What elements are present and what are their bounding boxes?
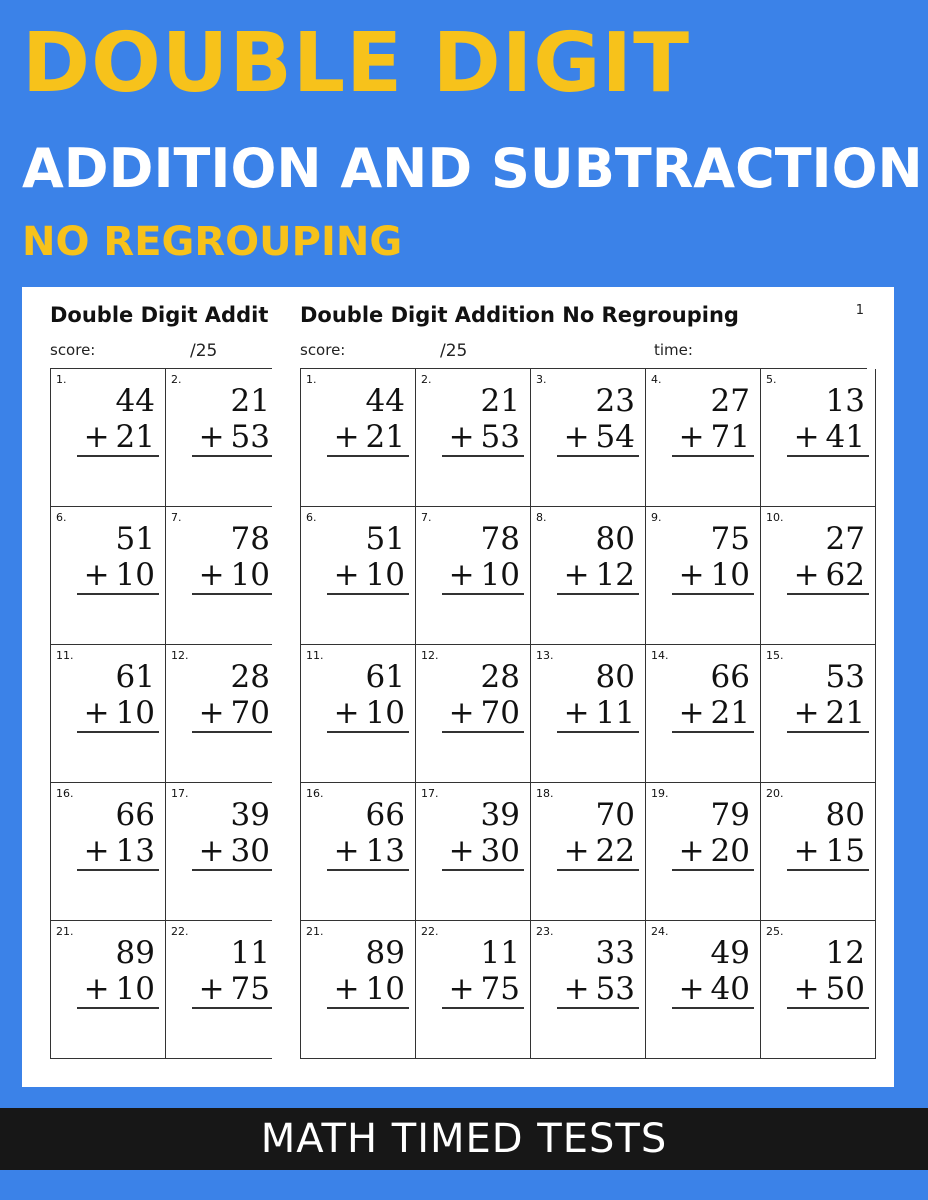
problem-top-addend: 53 bbox=[825, 659, 865, 695]
problem-bottom-addend: 10 bbox=[365, 695, 405, 731]
problem-top-addend: 61 bbox=[365, 659, 405, 695]
problem-number: 11. bbox=[306, 649, 324, 662]
plus-operator: + bbox=[448, 419, 475, 455]
problem-number: 16. bbox=[306, 787, 324, 800]
problem-bottom-addend: 30 bbox=[480, 833, 520, 869]
problem-top-addend: 51 bbox=[365, 521, 405, 557]
worksheet-preview bbox=[22, 287, 894, 1087]
plus-operator: + bbox=[678, 695, 705, 731]
problem-number: 12. bbox=[421, 649, 439, 662]
plus-operator: + bbox=[563, 557, 590, 593]
problem-number: 7. bbox=[421, 511, 432, 524]
problem-bottom-row bbox=[327, 971, 409, 1009]
front-problem-cell bbox=[646, 783, 761, 921]
problem-bottom-row bbox=[192, 419, 272, 457]
front-problem-cell bbox=[531, 369, 646, 507]
front-problem-cell bbox=[646, 507, 761, 645]
front-problem-cell bbox=[531, 783, 646, 921]
problem-top-addend: 21 bbox=[230, 383, 270, 419]
front-problem-cell bbox=[531, 645, 646, 783]
problem-number: 19. bbox=[651, 787, 669, 800]
problem-number: 13. bbox=[536, 649, 554, 662]
problem-top-addend: 78 bbox=[230, 521, 270, 557]
plus-operator: + bbox=[83, 419, 110, 455]
problem-bottom-row bbox=[557, 557, 639, 595]
plus-operator: + bbox=[563, 833, 590, 869]
problem-top-addend: 80 bbox=[595, 521, 635, 557]
front-problem-cell bbox=[531, 507, 646, 645]
plus-operator: + bbox=[333, 971, 360, 1007]
problem-bottom-addend: 10 bbox=[115, 695, 155, 731]
cover-title-subtitle: ADDITION AND SUBTRACTION bbox=[22, 137, 923, 200]
front-score-label: score: bbox=[300, 341, 346, 359]
problem-top-addend: 61 bbox=[115, 659, 155, 695]
front-problem-cell bbox=[761, 369, 876, 507]
plus-operator: + bbox=[678, 419, 705, 455]
problem-top-addend: 89 bbox=[115, 935, 155, 971]
problem-top-addend: 49 bbox=[710, 935, 750, 971]
problem-number: 1. bbox=[306, 373, 317, 386]
problem-bottom-addend: 53 bbox=[480, 419, 520, 455]
problem-bottom-addend: 21 bbox=[710, 695, 750, 731]
plus-operator: + bbox=[83, 971, 110, 1007]
problem-bottom-addend: 53 bbox=[595, 971, 635, 1007]
back-problem-cell bbox=[166, 921, 272, 1059]
problem-top-addend: 28 bbox=[230, 659, 270, 695]
problem-bottom-addend: 21 bbox=[825, 695, 865, 731]
back-problem-cell bbox=[166, 645, 272, 783]
cover-title-main: DOUBLE DIGIT bbox=[22, 16, 690, 111]
problem-bottom-row bbox=[442, 695, 524, 733]
plus-operator: + bbox=[83, 833, 110, 869]
front-problem-cell bbox=[761, 783, 876, 921]
back-problem-cell bbox=[51, 783, 166, 921]
problem-bottom-addend: 22 bbox=[595, 833, 635, 869]
problem-bottom-row bbox=[442, 971, 524, 1009]
problem-number: 11. bbox=[56, 649, 74, 662]
problem-bottom-row bbox=[77, 971, 159, 1009]
worksheet-back-page bbox=[50, 287, 272, 1087]
problem-bottom-row bbox=[327, 695, 409, 733]
cover-title-tagline: NO REGROUPING bbox=[22, 219, 403, 265]
plus-operator: + bbox=[563, 419, 590, 455]
problem-top-addend: 70 bbox=[595, 797, 635, 833]
problem-top-addend: 80 bbox=[825, 797, 865, 833]
front-problem-cell bbox=[761, 921, 876, 1059]
front-score-total: /25 bbox=[440, 341, 468, 361]
problem-bottom-addend: 53 bbox=[230, 419, 270, 455]
back-problem-cell bbox=[166, 783, 272, 921]
problem-bottom-addend: 10 bbox=[115, 557, 155, 593]
problem-number: 25. bbox=[766, 925, 784, 938]
problem-bottom-addend: 75 bbox=[480, 971, 520, 1007]
front-problem-grid bbox=[300, 368, 867, 1059]
plus-operator: + bbox=[198, 557, 225, 593]
problem-bottom-addend: 12 bbox=[595, 557, 635, 593]
problem-bottom-row bbox=[192, 971, 272, 1009]
problem-bottom-row bbox=[787, 695, 869, 733]
problem-bottom-row bbox=[672, 419, 754, 457]
problem-bottom-row bbox=[77, 419, 159, 457]
front-problem-cell bbox=[416, 783, 531, 921]
problem-top-addend: 27 bbox=[710, 383, 750, 419]
problem-bottom-addend: 13 bbox=[115, 833, 155, 869]
problem-top-addend: 27 bbox=[825, 521, 865, 557]
problem-bottom-row bbox=[787, 557, 869, 595]
plus-operator: + bbox=[448, 695, 475, 731]
problem-bottom-addend: 13 bbox=[365, 833, 405, 869]
problem-number: 22. bbox=[421, 925, 439, 938]
problem-top-addend: 39 bbox=[230, 797, 270, 833]
plus-operator: + bbox=[198, 419, 225, 455]
front-problem-cell bbox=[646, 921, 761, 1059]
problem-bottom-addend: 71 bbox=[710, 419, 750, 455]
plus-operator: + bbox=[198, 971, 225, 1007]
problem-number: 12. bbox=[171, 649, 189, 662]
problem-top-addend: 66 bbox=[115, 797, 155, 833]
problem-bottom-row bbox=[557, 971, 639, 1009]
front-problem-cell bbox=[416, 645, 531, 783]
problem-number: 17. bbox=[171, 787, 189, 800]
front-problem-cell bbox=[416, 921, 531, 1059]
problem-bottom-row bbox=[787, 971, 869, 1009]
plus-operator: + bbox=[83, 557, 110, 593]
problem-bottom-row bbox=[787, 419, 869, 457]
problem-number: 6. bbox=[56, 511, 67, 524]
footer-text: MATH TIMED TESTS bbox=[260, 1116, 668, 1162]
problem-bottom-row bbox=[557, 419, 639, 457]
problem-number: 2. bbox=[421, 373, 432, 386]
front-page-title: Double Digit Addition No Regrouping bbox=[300, 303, 739, 327]
problem-bottom-addend: 21 bbox=[115, 419, 155, 455]
problem-top-addend: 66 bbox=[365, 797, 405, 833]
problem-number: 20. bbox=[766, 787, 784, 800]
problem-bottom-addend: 15 bbox=[825, 833, 865, 869]
plus-operator: + bbox=[448, 557, 475, 593]
back-problem-cell bbox=[51, 645, 166, 783]
problem-number: 5. bbox=[766, 373, 777, 386]
plus-operator: + bbox=[793, 557, 820, 593]
plus-operator: + bbox=[448, 833, 475, 869]
problem-number: 6. bbox=[306, 511, 317, 524]
problem-number: 21. bbox=[56, 925, 74, 938]
front-problem-cell bbox=[301, 645, 416, 783]
back-problem-cell bbox=[51, 369, 166, 507]
problem-bottom-row bbox=[557, 833, 639, 871]
problem-top-addend: 66 bbox=[710, 659, 750, 695]
problem-top-addend: 80 bbox=[595, 659, 635, 695]
front-time-label: time: bbox=[654, 341, 693, 359]
problem-top-addend: 39 bbox=[480, 797, 520, 833]
back-problem-cell bbox=[166, 369, 272, 507]
front-problem-cell bbox=[646, 369, 761, 507]
problem-bottom-row bbox=[327, 419, 409, 457]
plus-operator: + bbox=[333, 557, 360, 593]
front-problem-cell bbox=[416, 369, 531, 507]
plus-operator: + bbox=[793, 419, 820, 455]
problem-bottom-addend: 10 bbox=[365, 971, 405, 1007]
problem-number: 2. bbox=[171, 373, 182, 386]
problem-top-addend: 12 bbox=[825, 935, 865, 971]
problem-bottom-row bbox=[672, 557, 754, 595]
plus-operator: + bbox=[678, 833, 705, 869]
problem-top-addend: 13 bbox=[825, 383, 865, 419]
problem-bottom-row bbox=[77, 695, 159, 733]
problem-bottom-addend: 10 bbox=[710, 557, 750, 593]
problem-top-addend: 11 bbox=[230, 935, 270, 971]
problem-bottom-addend: 70 bbox=[230, 695, 270, 731]
problem-bottom-row bbox=[442, 419, 524, 457]
plus-operator: + bbox=[333, 695, 360, 731]
problem-bottom-addend: 41 bbox=[825, 419, 865, 455]
problem-bottom-addend: 10 bbox=[230, 557, 270, 593]
problem-top-addend: 44 bbox=[365, 383, 405, 419]
problem-bottom-row bbox=[192, 557, 272, 595]
problem-number: 4. bbox=[651, 373, 662, 386]
front-problem-cell bbox=[416, 507, 531, 645]
back-score-label: score: bbox=[50, 341, 96, 359]
plus-operator: + bbox=[83, 695, 110, 731]
problem-number: 16. bbox=[56, 787, 74, 800]
problem-bottom-row bbox=[327, 833, 409, 871]
plus-operator: + bbox=[678, 557, 705, 593]
worksheet-front-page bbox=[300, 287, 894, 1087]
problem-number: 23. bbox=[536, 925, 554, 938]
problem-number: 3. bbox=[536, 373, 547, 386]
front-problem-cell bbox=[761, 645, 876, 783]
problem-number: 7. bbox=[171, 511, 182, 524]
problem-bottom-row bbox=[192, 833, 272, 871]
problem-bottom-row bbox=[672, 695, 754, 733]
problem-bottom-row bbox=[442, 833, 524, 871]
problem-bottom-addend: 10 bbox=[365, 557, 405, 593]
plus-operator: + bbox=[448, 971, 475, 1007]
front-problem-cell bbox=[646, 645, 761, 783]
problem-bottom-addend: 30 bbox=[230, 833, 270, 869]
problem-bottom-row bbox=[327, 557, 409, 595]
footer-banner bbox=[0, 1108, 928, 1170]
front-problem-cell bbox=[761, 507, 876, 645]
back-problem-cell bbox=[166, 507, 272, 645]
problem-number: 10. bbox=[766, 511, 784, 524]
problem-number: 17. bbox=[421, 787, 439, 800]
problem-bottom-addend: 40 bbox=[710, 971, 750, 1007]
page-number: 1 bbox=[855, 303, 864, 318]
problem-top-addend: 89 bbox=[365, 935, 405, 971]
problem-bottom-addend: 75 bbox=[230, 971, 270, 1007]
problem-bottom-addend: 70 bbox=[480, 695, 520, 731]
problem-number: 9. bbox=[651, 511, 662, 524]
problem-bottom-row bbox=[557, 695, 639, 733]
problem-bottom-row bbox=[442, 557, 524, 595]
front-problem-cell bbox=[301, 921, 416, 1059]
problem-number: 15. bbox=[766, 649, 784, 662]
back-problem-cell bbox=[51, 921, 166, 1059]
problem-bottom-addend: 20 bbox=[710, 833, 750, 869]
problem-bottom-addend: 11 bbox=[595, 695, 635, 731]
problem-top-addend: 44 bbox=[115, 383, 155, 419]
plus-operator: + bbox=[333, 833, 360, 869]
problem-top-addend: 21 bbox=[480, 383, 520, 419]
plus-operator: + bbox=[793, 833, 820, 869]
problem-bottom-row bbox=[787, 833, 869, 871]
problem-number: 1. bbox=[56, 373, 67, 386]
problem-bottom-row bbox=[77, 833, 159, 871]
problem-bottom-addend: 62 bbox=[825, 557, 865, 593]
problem-number: 8. bbox=[536, 511, 547, 524]
problem-number: 24. bbox=[651, 925, 669, 938]
plus-operator: + bbox=[793, 695, 820, 731]
plus-operator: + bbox=[793, 971, 820, 1007]
plus-operator: + bbox=[198, 833, 225, 869]
problem-number: 21. bbox=[306, 925, 324, 938]
problem-number: 22. bbox=[171, 925, 189, 938]
plus-operator: + bbox=[198, 695, 225, 731]
back-problem-cell bbox=[51, 507, 166, 645]
problem-top-addend: 23 bbox=[595, 383, 635, 419]
plus-operator: + bbox=[678, 971, 705, 1007]
problem-bottom-addend: 10 bbox=[115, 971, 155, 1007]
back-score-total: /25 bbox=[190, 341, 218, 361]
plus-operator: + bbox=[563, 695, 590, 731]
problem-bottom-addend: 10 bbox=[480, 557, 520, 593]
problem-number: 18. bbox=[536, 787, 554, 800]
problem-top-addend: 28 bbox=[480, 659, 520, 695]
problem-top-addend: 79 bbox=[710, 797, 750, 833]
back-problem-grid bbox=[50, 368, 272, 1059]
back-page-title: Double Digit Addit bbox=[50, 303, 269, 327]
problem-bottom-row bbox=[672, 971, 754, 1009]
problem-top-addend: 11 bbox=[480, 935, 520, 971]
problem-bottom-addend: 21 bbox=[365, 419, 405, 455]
problem-top-addend: 51 bbox=[115, 521, 155, 557]
plus-operator: + bbox=[333, 419, 360, 455]
problem-top-addend: 78 bbox=[480, 521, 520, 557]
front-problem-cell bbox=[301, 369, 416, 507]
problem-bottom-row bbox=[672, 833, 754, 871]
problem-top-addend: 75 bbox=[710, 521, 750, 557]
front-problem-cell bbox=[301, 783, 416, 921]
front-problem-cell bbox=[531, 921, 646, 1059]
plus-operator: + bbox=[563, 971, 590, 1007]
problem-bottom-addend: 50 bbox=[825, 971, 865, 1007]
problem-bottom-addend: 54 bbox=[595, 419, 635, 455]
problem-top-addend: 33 bbox=[595, 935, 635, 971]
problem-bottom-row bbox=[77, 557, 159, 595]
problem-bottom-row bbox=[192, 695, 272, 733]
front-problem-cell bbox=[301, 507, 416, 645]
problem-number: 14. bbox=[651, 649, 669, 662]
